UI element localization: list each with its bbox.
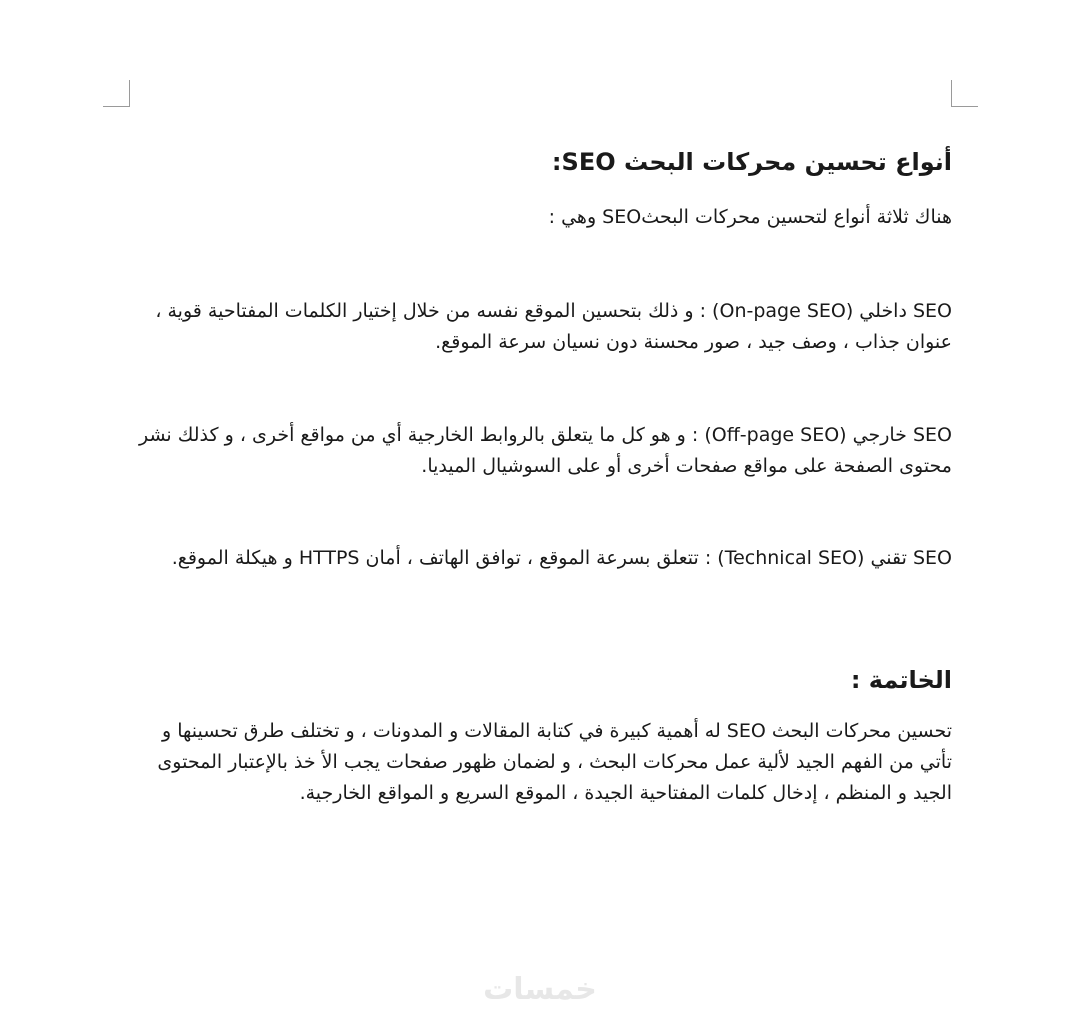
off-page-seo-paragraph: SEO خارجي (Off-page SEO) : و هو كل ما يتعلق بالروابط الخارجية أي من مواقع أخرى ، و كذلك نشر محتوى الصفحة على مواقع صفحات أخرى أو على السوشيال الميديا. xyxy=(138,424,952,477)
crop-mark-top-left xyxy=(103,80,130,107)
section-heading-seo-types: أنواع تحسين محركات البحث SEO: xyxy=(551,148,952,176)
watermark-logo: خمسات xyxy=(483,972,597,1007)
crop-mark-top-right xyxy=(951,80,978,107)
section-heading-conclusion: الخاتمة : xyxy=(850,666,952,694)
intro-paragraph: هناك ثلاثة أنواع لتحسين محركات البحثSEO وهي : xyxy=(548,206,952,228)
on-page-seo-paragraph: SEO داخلي (On-page SEO) : و ذلك بتحسين الموقع نفسه من خلال إختيار الكلمات المفتاحية قوية ، عنوان جذاب ، وصف جيد ، صور محسنة دون نسيان سرعة الموقع. xyxy=(155,300,952,353)
conclusion-paragraph: تحسين محركات البحث SEO له أهمية كبيرة في كتابة المقالات و المدونات ، و تختلف طرق تحسينها و تأتي من الفهم الجيد لألية عمل محركات البحث ، و لضمان ظهور صفحات يجب الأ خذ بالإعتبار المحتوى الجيد و المنظم ، إدخال كلمات المفتاحية الجيدة ، الموقع السريع و المواقع الخارجية. xyxy=(157,720,952,804)
technical-seo-paragraph: SEO تقني (Technical SEO) : تتعلق بسرعة الموقع ، توافق الهاتف ، أمان HTTPS و هيكلة الموقع. xyxy=(171,547,952,569)
